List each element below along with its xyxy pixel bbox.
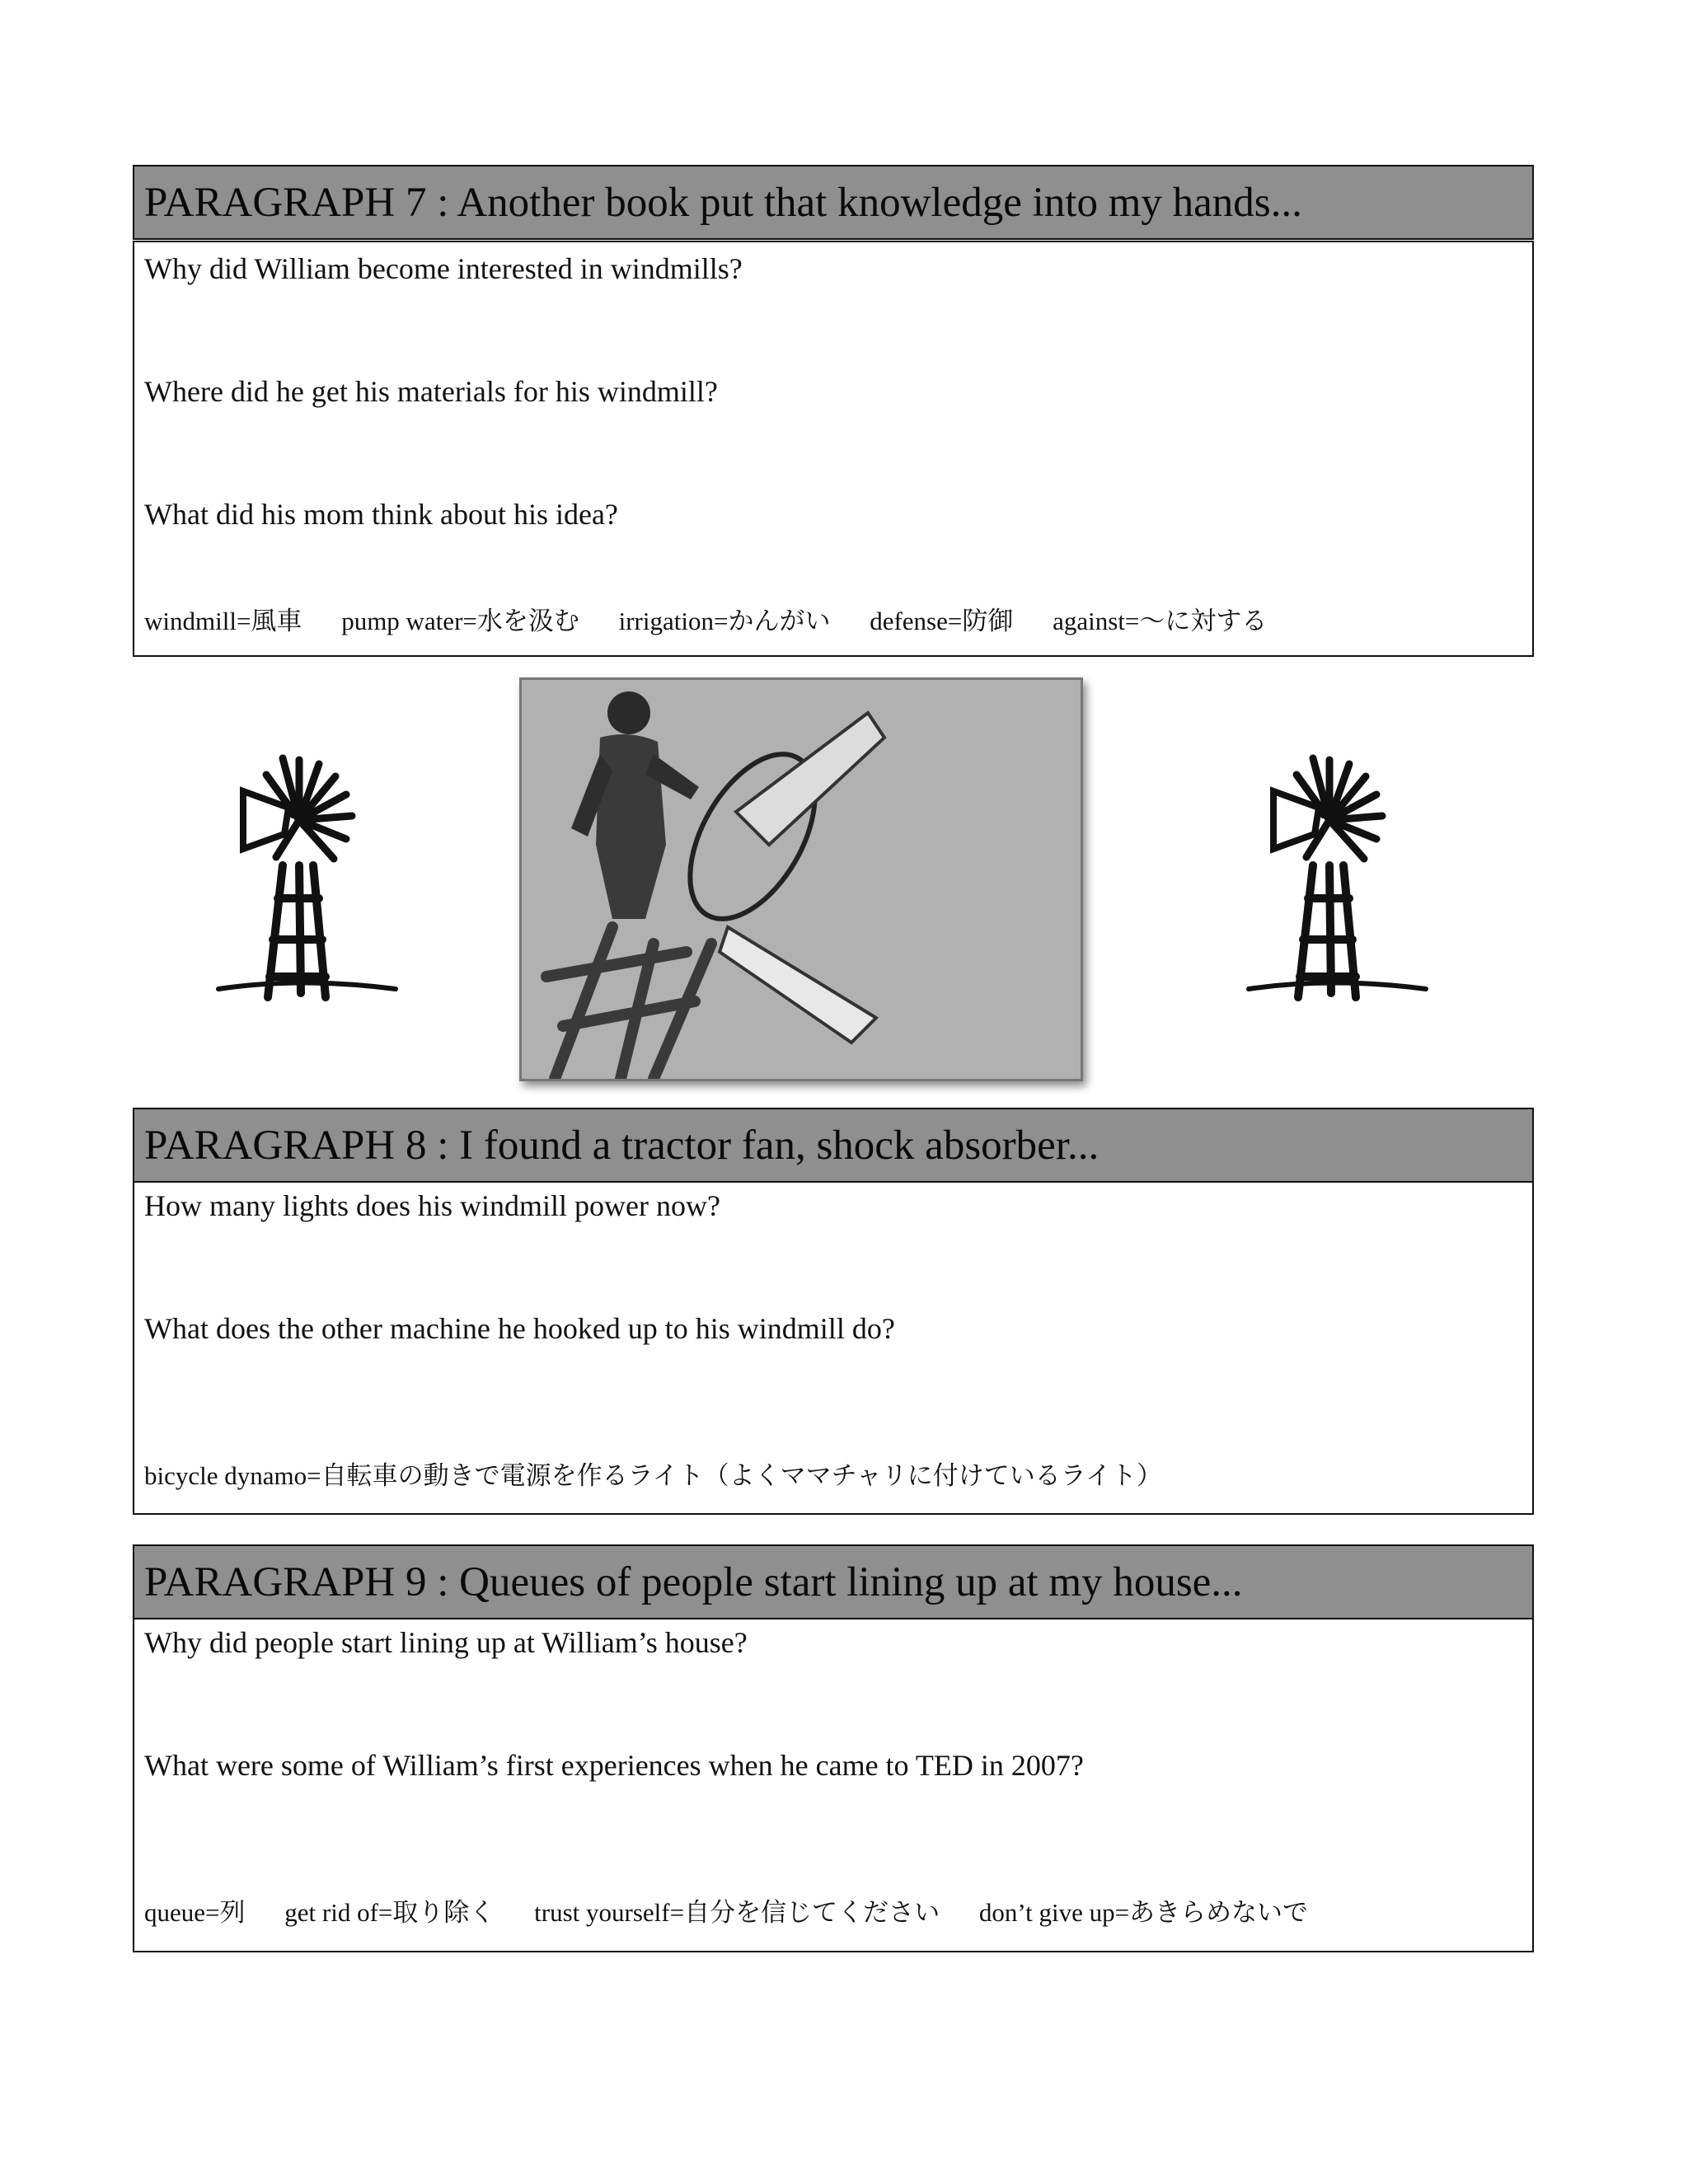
vocab-item: trust yourself=自分を信じてください (534, 1898, 940, 1927)
vocab-item: don’t give up=あきらめないで (978, 1898, 1309, 1927)
paragraph-7-questions-box (133, 241, 1534, 657)
paragraph-8-vocab (144, 1460, 1195, 1493)
vocab-item: queue=列 (144, 1898, 246, 1927)
paragraph-7-header (133, 165, 1534, 240)
paragraph-7-question-1: Why did William become interested in windmills? (144, 252, 743, 285)
paragraph-8-header (133, 1108, 1534, 1183)
windmill-icon (210, 742, 408, 1014)
vocab-item: against=〜に対する (1053, 607, 1268, 635)
paragraph-7-question-2: Where did he get his materials for his windmill? (144, 375, 718, 408)
vocab-item: bicycle dynamo=自転車の動きで電源を作るライト（よくママチャリに付けているライト） (144, 1461, 1162, 1490)
vocab-item: irrigation=かんがい (618, 607, 831, 635)
vocab-item: windmill=風車 (144, 607, 302, 635)
paragraph-9-header (133, 1544, 1534, 1619)
vocab-item: defense=防御 (870, 607, 1014, 635)
paragraph-9-vocab (144, 1896, 1341, 1929)
paragraph-9-questions-box (133, 1618, 1534, 1952)
paragraph-9-question-1: Why did people start lining up at William’s house? (144, 1626, 748, 1659)
vocab-item: pump water=水を汲む (341, 607, 579, 635)
paragraph-8-question-1: How many lights does his windmill power now? (144, 1189, 720, 1222)
boy-on-windmill-photo (519, 677, 1083, 1081)
paragraph-9-title: PARAGRAPH 9 : Queues of people start lining up at my house... (144, 1559, 1243, 1605)
paragraph-8-question-2: What does the other machine he hooked up to his windmill do? (144, 1312, 895, 1345)
windmill-icon (1240, 742, 1438, 1014)
paragraph-7-question-3: What did his mom think about his idea? (144, 498, 618, 531)
paragraph-7-vocab (144, 605, 1300, 638)
vocab-item: get rid of=取り除く (284, 1898, 495, 1927)
paragraph-8-title: PARAGRAPH 8 : I found a tractor fan, shock absorber... (144, 1122, 1100, 1169)
paragraph-7-title: PARAGRAPH 7 : Another book put that knowledge into my hands... (144, 180, 1302, 226)
paragraph-8-questions-box (133, 1181, 1534, 1515)
paragraph-9-question-2: What were some of William’s first experiences when he came to TED in 2007? (144, 1749, 1084, 1782)
